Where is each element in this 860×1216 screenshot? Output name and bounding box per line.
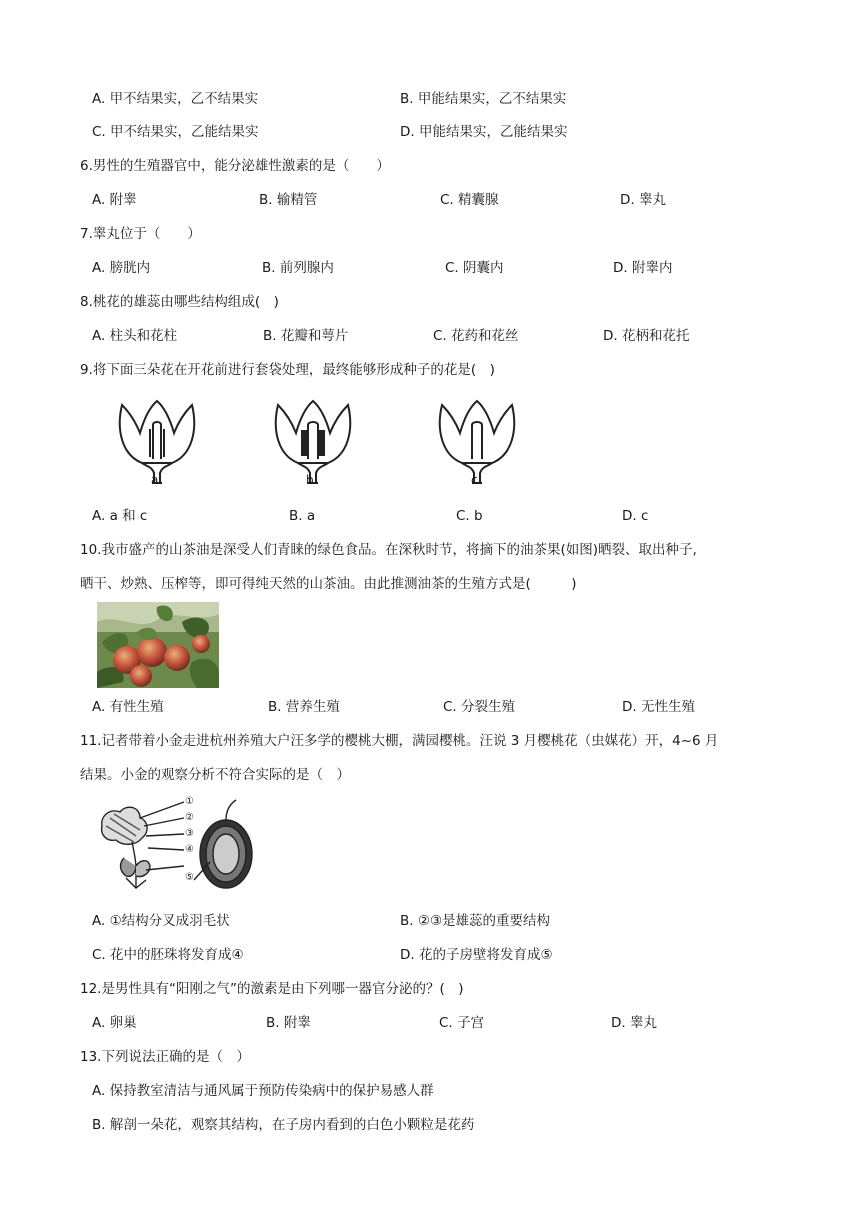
question-7-stem: 7.睾丸位于（ ） <box>80 226 201 242</box>
question-13-stem: 13.下列说法正确的是（ ） <box>80 1049 250 1065</box>
figure-label-b: b <box>306 473 314 487</box>
option-b: B. ②③是雄蕊的重要结构 <box>400 913 551 929</box>
question-8-stem: 8.桃花的雄蕊由哪些结构组成( ) <box>80 294 279 310</box>
option-b: B. 附睾 <box>266 1015 311 1031</box>
option-a: A. 有性生殖 <box>92 699 164 715</box>
option-c: C. 精囊腺 <box>440 192 499 208</box>
figure-label-1: ① <box>185 796 194 807</box>
option-c: C. 子宫 <box>439 1015 485 1031</box>
option-c: C. 阴囊内 <box>445 260 504 276</box>
option-b: B. 甲能结果实，乙不结果实 <box>400 91 567 107</box>
camellia-fruit-photo <box>97 602 219 688</box>
option-d: D. c <box>622 508 649 524</box>
option-a: A. a 和 c <box>92 508 148 524</box>
figure-label-3: ③ <box>185 828 194 839</box>
option-b: B. 前列腺内 <box>262 260 334 276</box>
option-b: B. 解剖一朵花，观察其结构，在子房内看到的白色小颗粒是花药 <box>92 1117 475 1133</box>
question-6-stem: 6.男性的生殖器官中，能分泌雄性激素的是（ ） <box>80 158 390 174</box>
option-d: D. 附睾内 <box>613 260 673 276</box>
option-a: A. 附睾 <box>92 192 137 208</box>
option-b: B. 营养生殖 <box>268 699 340 715</box>
figure-label-5: ⑤ <box>185 872 194 883</box>
option-c: C. 花中的胚珠将发育成④ <box>92 947 244 963</box>
question-10-stem-line-1: 10.我市盛产的山茶油是深受人们青睐的绿色食品。在深秋时节，将摘下的油茶果(如图)晒裂、取出种子, <box>80 542 697 558</box>
option-c: C. b <box>456 508 483 524</box>
question-12-stem: 12.是男性具有“阳刚之气”的激素是由下列哪一器官分泌的？( ) <box>80 981 464 997</box>
option-a: A. 膀胱内 <box>92 260 151 276</box>
option-b: B. a <box>289 508 316 524</box>
option-a: A. 柱头和花柱 <box>92 328 178 344</box>
option-b: B. 花瓣和萼片 <box>263 328 349 344</box>
figure-label-2: ② <box>185 812 194 823</box>
option-c: C. 甲不结果实，乙能结果实 <box>92 124 259 140</box>
figure-label-4: ④ <box>185 844 194 855</box>
option-d: D. 睾丸 <box>611 1015 657 1031</box>
question-10-stem-line-2: 晒干、炒熟、压榨等，即可得纯天然的山茶油。由此推测油茶的生殖方式是( ) <box>80 576 577 592</box>
option-d: D. 睾丸 <box>620 192 666 208</box>
option-d: D. 无性生殖 <box>622 699 695 715</box>
option-b: B. 输精管 <box>259 192 318 208</box>
option-c: C. 花药和花丝 <box>433 328 519 344</box>
option-a: A. 甲不结果实，乙不结果实 <box>92 91 259 107</box>
cherry-flower-fruit-figure <box>96 796 260 896</box>
question-11-stem-line-2: 结果。小金的观察分析不符合实际的是（ ） <box>80 767 350 783</box>
option-a: A. ①结构分叉成羽毛状 <box>92 913 230 929</box>
option-a: A. 卵巢 <box>92 1015 137 1031</box>
option-d: D. 花柄和花托 <box>603 328 690 344</box>
question-11-stem-line-1: 11.记者带着小金走进杭州养殖大户汪多学的樱桃大棚，满园樱桃。汪说 3 月樱桃花（虫媒花）开，4~6 月 <box>80 733 719 749</box>
option-c: C. 分裂生殖 <box>443 699 516 715</box>
question-9-stem: 9.将下面三朵花在开花前进行套袋处理，最终能够形成种子的花是( ) <box>80 362 495 378</box>
figure-label-a: a <box>151 473 159 487</box>
figure-label-c: c <box>471 473 478 487</box>
option-d: D. 花的子房壁将发育成⑤ <box>400 947 553 963</box>
option-d: D. 甲能结果实，乙能结果实 <box>400 124 568 140</box>
option-a: A. 保持教室清洁与通风属于预防传染病中的保护易感人群 <box>92 1083 434 1099</box>
